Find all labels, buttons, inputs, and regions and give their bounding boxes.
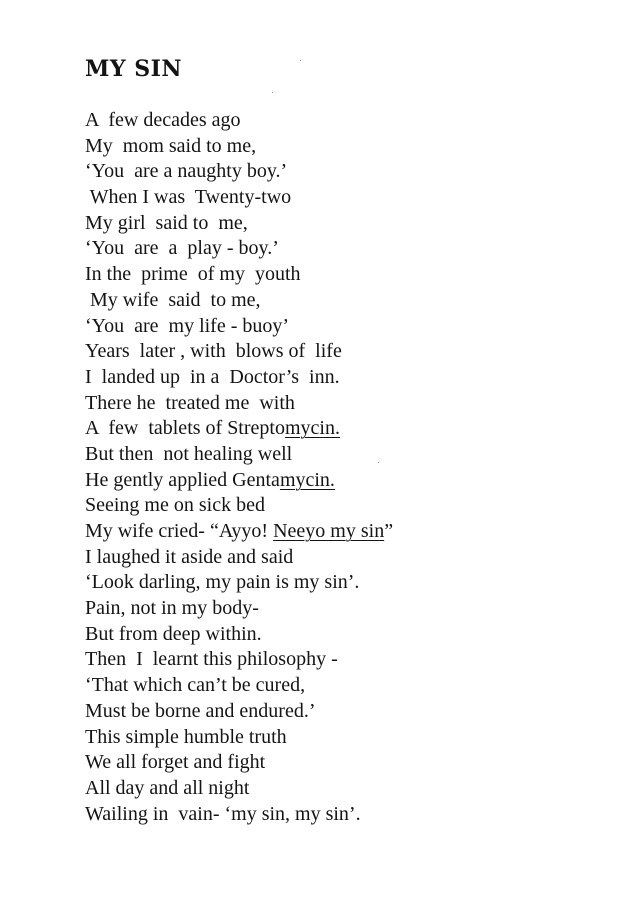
poem-line-26: We all forget and fight xyxy=(85,751,266,774)
poem-line-19: ‘Look darling, my pain is my sin’. xyxy=(85,571,360,594)
poem-body xyxy=(85,108,585,827)
poem-line-11: I landed up in a Doctor’s inn. xyxy=(85,365,340,388)
poem-line-2: My mom said to me, xyxy=(85,134,257,157)
poem-line-15-text: He gently applied Genta xyxy=(85,468,280,491)
poem-line-7: In the prime of my youth xyxy=(85,263,301,286)
poem-line-6: ‘You are a play - boy.’ xyxy=(85,237,279,260)
poem-line-27: All day and all night xyxy=(85,776,250,799)
poem-line-17 xyxy=(85,519,585,545)
poem-line-24: Must be borne and endured.’ xyxy=(85,699,316,722)
poem-line-9: ‘You are my life - buoy’ xyxy=(85,314,290,337)
poem-line-20: Pain, not in my body- xyxy=(85,597,259,620)
poem-line-17-text: My wife cried- “Ayyo! xyxy=(85,520,274,542)
poem-line-15 xyxy=(85,468,585,494)
poem-line-25: This simple humble truth xyxy=(85,725,287,748)
poem-line-23: ‘That which can’t be cured, xyxy=(85,674,306,697)
scan-speck xyxy=(378,462,379,463)
poem-line-22: Then I learnt this philosophy - xyxy=(85,648,338,671)
underlined-word: mycin. xyxy=(284,417,340,440)
scan-speck xyxy=(272,92,273,93)
poem-title: MY SIN xyxy=(85,56,183,82)
poem-line-4: When I was Twenty-two xyxy=(85,186,292,209)
poem-line-21: But from deep within. xyxy=(85,622,262,645)
poem-line-28: Wailing in vain- ‘my sin, my sin’. xyxy=(85,802,361,825)
underlined-phrase: Neeyo my sin xyxy=(273,520,385,542)
scan-speck xyxy=(300,60,301,61)
poem-line-12: There he treated me with xyxy=(85,391,295,414)
poem-line-10: Years later , with blows of life xyxy=(85,340,342,363)
poem-line-3: ‘You are a naughty boy.’ xyxy=(85,160,288,183)
underlined-word: mycin. xyxy=(279,468,335,491)
poem-line-16: Seeing me on sick bed xyxy=(85,494,265,517)
poem-line-18: I laughed it aside and said xyxy=(85,545,294,568)
poem-line-5: My girl said to me, xyxy=(85,211,248,234)
poem-line-8: My wife said to me, xyxy=(85,288,261,311)
closing-quote: ” xyxy=(384,520,394,542)
poem-line-14: But then not healing well xyxy=(85,442,293,465)
poem-line-13-text: A few tablets of Strepto xyxy=(85,417,285,440)
poem-line-13 xyxy=(85,416,585,442)
poem-line-1: A few decades ago xyxy=(85,109,241,131)
